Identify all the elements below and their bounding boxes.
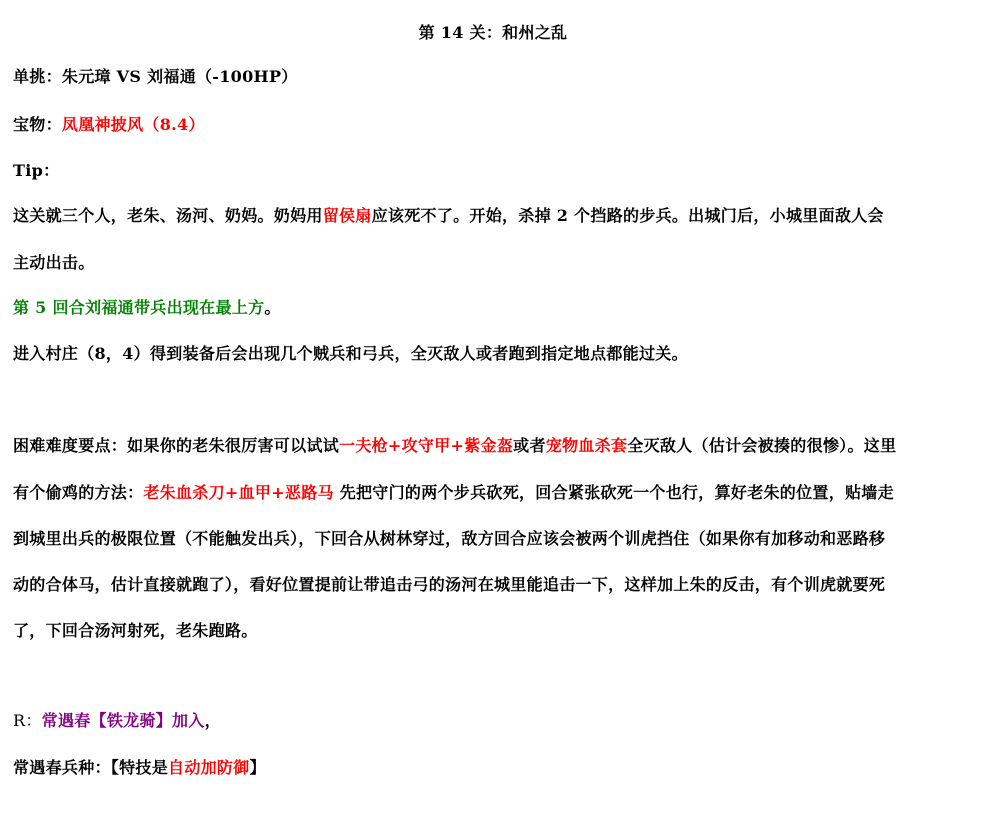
para1-text-a: 这关就三个人，老朱、汤河、奶妈。奶妈用: [13, 206, 323, 225]
para1-text-b: 应该死不了。开始，杀掉 2 个挡路的步兵。出城门后，小城里面敌人会: [371, 206, 884, 225]
para1-line1: [13, 205, 884, 227]
para1-line2: 主动出击。: [13, 253, 95, 272]
hard-item-set1: 一夫枪+攻守甲+紫金盔: [339, 436, 514, 455]
hard-text-c: 全灭敌人（估计会被揍的很惨）。这里: [627, 436, 897, 455]
recruit-prefix: R：: [13, 711, 42, 730]
treasure-value: 凤凰神披风（8.4）: [61, 115, 205, 134]
hard-line2-b: 先把守门的两个步兵砍死，回合紧张砍死一个也行，算好老朱的位置，贴墙走: [333, 483, 894, 502]
troop-end: 】: [249, 758, 266, 777]
treasure-label: 宝物：: [13, 115, 62, 134]
hard-item-set2: 宠物血杀套: [545, 436, 628, 455]
green-note: 第 5 回合刘福通带兵出现在最上方: [13, 298, 265, 317]
hard-line3: 到城里出兵的极限位置（不能触发出兵），下回合从树林穿过，敌方回合应该会被两个训虎挡住（如果你有加移动和恶路移: [13, 529, 886, 548]
hard-text-a: 困难难度要点：如果你的老朱很厉害可以试试: [13, 436, 340, 455]
hard-item-set3: 老朱血杀刀+血甲+恶路马: [143, 483, 334, 502]
hard-line1: [13, 435, 896, 457]
hard-line5: 了，下回合汤河射死，老朱跑路。: [13, 621, 258, 640]
hard-text-b: 或者: [513, 436, 546, 455]
recruit-text: 常遇春【铁龙骑】加入: [41, 711, 205, 730]
troop-label: 常遇春兵种：【特技是: [13, 758, 169, 777]
troop-skill: 自动加防御: [168, 758, 250, 777]
hard-line2: [13, 482, 894, 504]
village-line: 进入村庄（8，4）得到装备后会出现几个贼兵和弓兵，全灭敌人或者跑到指定地点都能过关。: [13, 344, 688, 363]
green-note-line: [13, 297, 281, 319]
recruit-end: ，: [204, 711, 221, 730]
hard-line4: 动的合体马，估计直接就跑了），看好位置提前让带追击弓的汤河在城里能追击一下，这样加上朱的反击，有个训虎就要死: [13, 575, 886, 594]
tip-label: Tip：: [13, 161, 60, 180]
item-liuhoushan: 留侯扇: [322, 206, 372, 225]
troop-line: [13, 757, 266, 779]
treasure-line: [13, 114, 205, 136]
page-title: 第 14 关：和州之乱: [418, 23, 568, 42]
green-note-end: 。: [264, 298, 281, 317]
duel-line: 单挑：朱元璋 VS 刘福通（-100HP）: [13, 67, 298, 86]
recruit-line: [13, 710, 221, 732]
hard-line2-a: 有个偷鸡的方法：: [13, 483, 144, 502]
